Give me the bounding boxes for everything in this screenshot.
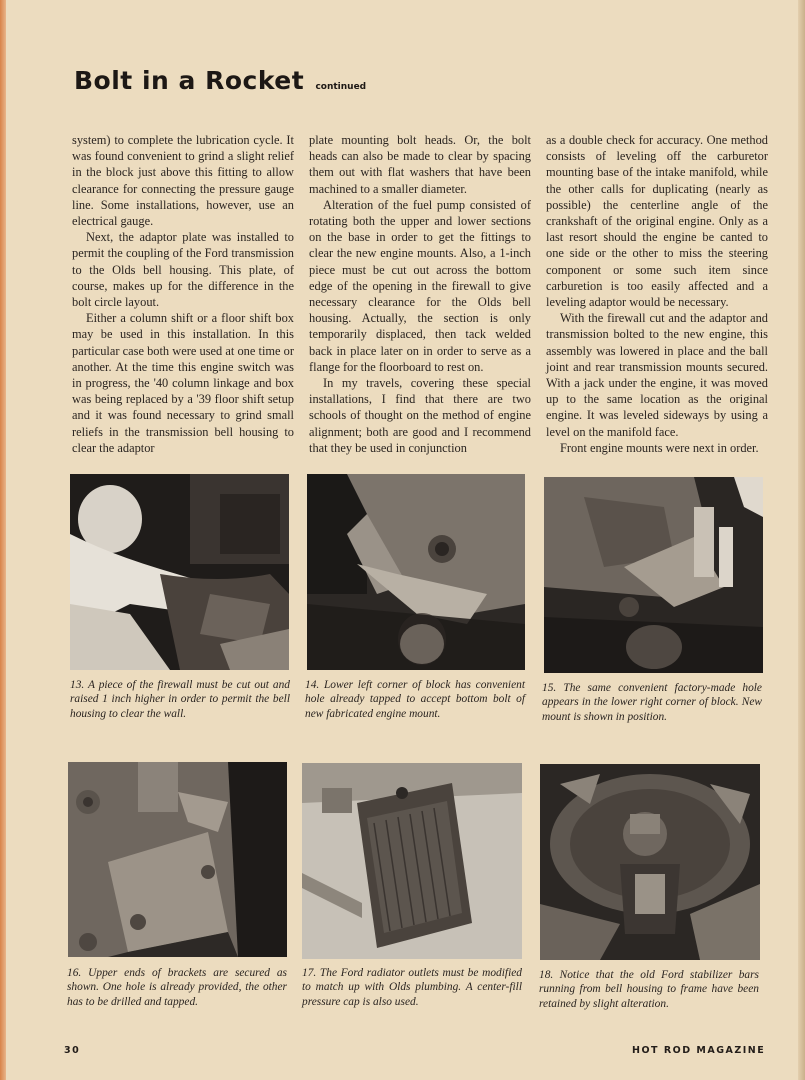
photo-13-firewall	[70, 474, 289, 670]
paragraph: as a double check for accuracy. One method consists of leveling off the carburetor mounting base of the intake manifold, while the other calls for duplicating (nearly as possible) the centerline angle of the crankshaft of the original engine. Only as a last resort should the engine be canted to one side or the other to miss the steering component or some such item since carburetion is too easily affected and a leveling adaptor would be necessary.	[546, 133, 768, 310]
photo-14-block-corner	[307, 474, 525, 670]
caption-14: 14. Lower left corner of block has convenient hole already tapped to accept bottom bolt of new fabricated engine mount.	[305, 679, 525, 720]
paragraph: In my travels, covering these special installations, I find that there are two schools of thought on the method of engine alignment; both are good and I recommend that they be used in conjunction	[309, 376, 531, 455]
magazine-name: HOT ROD MAGAZINE	[632, 1045, 766, 1056]
text-column-2	[309, 132, 531, 456]
caption-17: 17. The Ford radiator outlets must be modified to match up with Olds plumbing. A center-fill pressure cap is also used.	[302, 967, 522, 1008]
photo-16-brackets	[68, 762, 287, 957]
article-title-text: Bolt in a Rocket	[74, 66, 305, 95]
paragraph: plate mounting bolt heads. Or, the bolt heads can also be made to clear by spacing them out with flat washers that have been machined to a smaller diameter.	[309, 133, 531, 196]
page-number: 30	[64, 1045, 81, 1056]
photo-15-new-mount	[544, 477, 763, 673]
title-continued-label: continued	[315, 82, 367, 92]
photo-18-stabilizer-bars	[540, 764, 760, 960]
paragraph: Front engine mounts were next in order.	[560, 440, 759, 455]
page-edge-right	[798, 0, 805, 1080]
paragraph: system) to complete the lubrication cycle. It was found convenient to grind a slight relief in the block just above this fitting to allow clearance for connecting the pressure gauge line. Some installations, however, use an electrical gauge.	[72, 133, 294, 229]
photo-17-radiator	[302, 763, 522, 959]
paragraph: With the firewall cut and the adaptor and transmission bolted to the new engine, this assembly was lowered in place and the ball joint and rear transmission mounts secured. With a jack under the engine, it was moved up to the same location as the original engine. It was leveled sideways by using a level on the manifold face.	[546, 311, 768, 439]
caption-15: 15. The same convenient factory-made hole appears in the lower right corner of block. New mount is shown in position.	[542, 682, 762, 723]
paragraph: Either a column shift or a floor shift box may be used in this installation. In this particular case both were used at one time or another. At the time this engine switch was in progress, the '40 column linkage and box was being replaced by a '39 floor shift setup and it was found necessary to grind small reliefs in the transmission bell housing to clear the adaptor	[72, 311, 294, 455]
page-edge-left	[0, 0, 6, 1080]
text-column-3	[546, 132, 768, 456]
paragraph: Next, the adaptor plate was installed to permit the coupling of the Ford transmission to the Olds bell housing. This plate, of course, makes up for the difference in the bolt circle layout.	[72, 230, 294, 310]
text-column-1	[72, 132, 294, 456]
caption-16: 16. Upper ends of brackets are secured as shown. One hole is already provided, the other has to be drilled and tapped.	[67, 967, 287, 1008]
caption-13: 13. A piece of the firewall must be cut out and raised 1 inch higher in order to permit the bell housing to clear the wall.	[70, 679, 290, 720]
paragraph: Alteration of the fuel pump consisted of rotating both the upper and lower sections on the base in order to get the fittings to clear the new engine mounts. Also, a 1-inch piece must be cut out across the bottom edge of the opening in the firewall to give necessary clearance for the Olds bell housing. Actually, the section is only temporarily displaced, then tack welded back in place later on in order to serve as a flange for the floorboard to rest on.	[309, 197, 531, 374]
article-title	[74, 66, 366, 95]
caption-18: 18. Notice that the old Ford stabilizer bars running from bell housing to frame have been retained by slight alteration.	[539, 969, 759, 1010]
